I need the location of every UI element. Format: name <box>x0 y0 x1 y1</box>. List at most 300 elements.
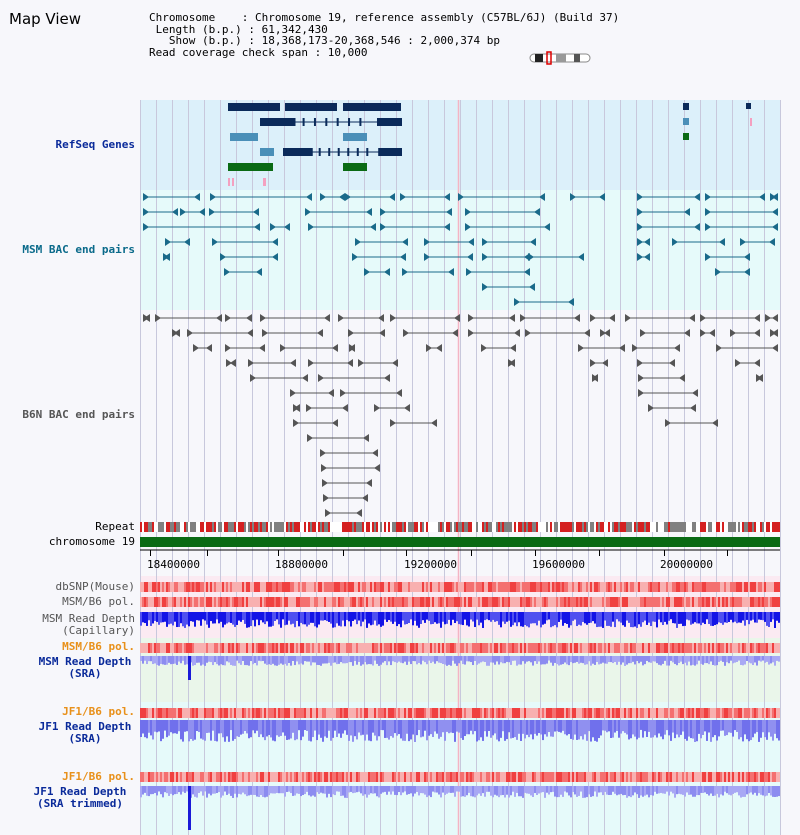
depth-bar <box>452 612 454 620</box>
depth-bar <box>492 612 494 620</box>
heat-mark <box>162 643 164 653</box>
depth-bar <box>680 720 682 735</box>
heat-mark <box>594 597 596 607</box>
repeat-mark <box>214 522 216 532</box>
heat-mark <box>652 643 654 653</box>
heat-mark <box>228 582 230 592</box>
repeat-mark <box>752 522 754 532</box>
repeat-mark <box>562 522 564 532</box>
track-label-chromosome[interactable]: chromosome 19 <box>48 535 135 548</box>
depth-bar <box>414 656 416 661</box>
gene-marker <box>683 133 689 140</box>
heat-mark <box>508 597 510 607</box>
heat-mark <box>222 582 224 592</box>
heat-mark <box>254 582 256 592</box>
repeat-mark <box>160 522 162 532</box>
depth-bar <box>750 786 752 792</box>
depth-bar <box>696 720 698 741</box>
depth-bar <box>162 786 164 797</box>
heat-mark <box>388 643 390 653</box>
heat-mark <box>732 708 734 718</box>
depth-bar <box>530 656 532 662</box>
repeat-mark <box>348 522 350 532</box>
depth-bar <box>266 656 268 665</box>
track-label-msm-b6-pol-2[interactable]: MSM/B6 pol. <box>62 640 135 653</box>
heat-mark <box>324 597 326 607</box>
depth-bar <box>242 612 244 620</box>
heat-mark <box>636 643 638 653</box>
heat-mark <box>680 643 682 653</box>
heat-mark <box>194 643 196 653</box>
depth-bar <box>452 656 454 661</box>
heat-mark <box>634 643 636 653</box>
heat-mark <box>548 582 550 592</box>
heat-mark <box>622 708 624 718</box>
depth-bar <box>384 786 386 792</box>
depth-bar <box>626 720 628 734</box>
heat-mark <box>250 582 252 592</box>
repeat-mark <box>690 522 692 532</box>
depth-bar <box>270 656 272 665</box>
depth-bar <box>358 720 360 733</box>
heat-mark <box>238 597 240 607</box>
heat-mark <box>310 772 312 782</box>
depth-bar <box>258 786 260 797</box>
depth-bar <box>562 656 564 664</box>
heat-mark <box>652 582 654 592</box>
heat-mark <box>566 643 568 653</box>
depth-bar <box>640 656 642 662</box>
heat-mark <box>226 772 228 782</box>
heat-mark <box>362 582 364 592</box>
heat-mark <box>494 708 496 718</box>
depth-bar <box>448 786 450 793</box>
depth-bar <box>736 786 738 792</box>
repeat-mark <box>764 522 766 532</box>
heat-mark <box>548 643 550 653</box>
repeat-mark <box>300 522 302 532</box>
track-label-jf1-read-depth-sra[interactable]: JF1 Read Depth (SRA) <box>38 720 132 745</box>
repeat-mark <box>428 522 430 532</box>
depth-bar <box>670 720 672 741</box>
heat-mark <box>372 772 374 782</box>
depth-bar <box>350 720 352 735</box>
depth-bar <box>342 786 344 796</box>
heat-mark <box>210 582 212 592</box>
depth-bar <box>220 656 222 664</box>
track-label-repeat[interactable]: Repeat <box>95 520 135 533</box>
heat-mark <box>532 597 534 607</box>
depth-bar <box>580 656 582 663</box>
heat-mark <box>706 708 708 718</box>
heat-mark <box>356 582 358 592</box>
heat-mark <box>146 582 148 592</box>
heat-mark <box>684 597 686 607</box>
heat-mark <box>184 582 186 592</box>
heat-mark <box>526 582 528 592</box>
repeat-mark <box>366 522 368 532</box>
heat-mark <box>624 772 626 782</box>
heat-mark <box>392 597 394 607</box>
heat-mark <box>522 708 524 718</box>
heat-mark <box>520 582 522 592</box>
heat-mark <box>622 772 624 782</box>
heat-mark <box>308 708 310 718</box>
heat-mark <box>224 582 226 592</box>
depth-bar <box>552 656 554 666</box>
depth-bar <box>378 786 380 797</box>
heat-mark <box>264 708 266 718</box>
heat-mark <box>740 643 742 653</box>
heat-mark <box>182 772 184 782</box>
depth-bar <box>396 656 398 663</box>
heat-mark <box>686 772 688 782</box>
heat-mark <box>300 643 302 653</box>
heat-mark <box>772 643 774 653</box>
depth-bar <box>490 612 492 622</box>
track-label-dbsnp[interactable]: dbSNP(Mouse) <box>55 580 135 593</box>
depth-bar <box>622 720 624 731</box>
depth-bar <box>478 786 480 794</box>
depth-bar <box>218 786 220 792</box>
heat-mark <box>612 708 614 718</box>
track-label-b6n-bac[interactable]: B6N BAC end pairs <box>22 408 135 421</box>
heat-mark <box>338 772 340 782</box>
depth-bar <box>298 656 300 664</box>
heat-mark <box>268 772 270 782</box>
heat-mark <box>388 708 390 718</box>
depth-bar <box>316 612 318 628</box>
gene-navy-exon <box>347 148 349 156</box>
depth-bar <box>278 786 280 793</box>
depth-bar <box>292 656 294 661</box>
depth-bar <box>528 720 530 737</box>
depth-bar <box>326 612 328 621</box>
depth-bar <box>762 612 764 620</box>
heat-mark <box>494 643 496 653</box>
repeat-mark <box>464 522 466 532</box>
repeat-mark <box>592 522 594 532</box>
heat-mark <box>462 582 464 592</box>
repeat-mark <box>504 522 506 532</box>
depth-bar <box>654 612 656 622</box>
depth-bar <box>336 612 338 623</box>
depth-bar <box>706 612 708 619</box>
heat-mark <box>544 708 546 718</box>
depth-bar <box>486 612 488 619</box>
depth-bar <box>712 612 714 626</box>
heat-mark <box>542 597 544 607</box>
heat-mark <box>732 582 734 592</box>
gene-block <box>343 163 367 171</box>
depth-bar <box>608 612 610 626</box>
depth-bar <box>546 720 548 737</box>
heat-mark <box>662 708 664 718</box>
depth-bar <box>468 786 470 793</box>
repeat-mark <box>196 522 198 532</box>
depth-bar <box>488 612 490 620</box>
heat-mark <box>720 597 722 607</box>
heat-mark <box>774 772 776 782</box>
depth-bar <box>576 656 578 662</box>
depth-bar <box>522 656 524 661</box>
heat-mark <box>580 582 582 592</box>
depth-bar <box>408 656 410 662</box>
depth-bar <box>304 656 306 661</box>
repeat-mark <box>456 522 458 532</box>
heat-mark <box>322 643 324 653</box>
heat-mark <box>256 582 258 592</box>
repeat-mark <box>578 522 580 532</box>
heat-mark <box>146 643 148 653</box>
heat-mark <box>336 582 338 592</box>
depth-bar <box>516 656 518 666</box>
heat-mark <box>518 772 520 782</box>
heat-mark <box>532 772 534 782</box>
heat-mark <box>388 597 390 607</box>
heat-mark <box>218 643 220 653</box>
heat-mark <box>706 582 708 592</box>
depth-bar <box>210 612 212 621</box>
depth-bar <box>776 720 778 738</box>
depth-bar <box>650 786 652 795</box>
heat-mark <box>342 597 344 607</box>
heat-mark <box>712 708 714 718</box>
depth-bar <box>446 720 448 732</box>
depth-bar <box>378 720 380 736</box>
heat-mark <box>510 643 512 653</box>
repeat-mark <box>476 522 478 532</box>
track-label-msm-bac[interactable]: MSM BAC end pairs <box>22 243 135 256</box>
heat-mark <box>660 772 662 782</box>
depth-bar <box>648 612 650 623</box>
depth-bar <box>422 656 424 661</box>
depth-bar <box>270 720 272 737</box>
heat-mark <box>648 772 650 782</box>
heat-mark <box>514 582 516 592</box>
heat-mark <box>684 708 686 718</box>
repeat-mark <box>776 522 778 532</box>
repeat-mark <box>528 522 530 532</box>
heat-mark <box>420 597 422 607</box>
heat-mark <box>280 597 282 607</box>
repeat-mark <box>666 522 668 532</box>
depth-bar <box>640 612 642 627</box>
depth-bar <box>548 720 550 732</box>
track-label-msm-b6-pol[interactable]: MSM/B6 pol. <box>62 595 135 608</box>
track-label-refseq[interactable]: RefSeq Genes <box>55 138 135 151</box>
repeat-mark <box>576 522 578 532</box>
heat-mark <box>198 582 200 592</box>
depth-bar <box>148 786 150 796</box>
depth-bar <box>286 612 288 625</box>
repeat-mark <box>252 522 254 532</box>
depth-bar <box>560 786 562 795</box>
heat-mark <box>668 643 670 653</box>
heat-mark <box>754 582 756 592</box>
repeat-mark <box>150 522 152 532</box>
heat-mark <box>730 582 732 592</box>
heat-mark <box>704 643 706 653</box>
axis-tick-label: 19200000 <box>404 558 457 571</box>
track-label-msm-read-depth-sra[interactable]: MSM Read Depth (SRA) <box>38 655 132 680</box>
heat-mark <box>678 772 680 782</box>
heat-mark <box>742 582 744 592</box>
heat-mark <box>702 597 704 607</box>
heat-mark <box>470 643 472 653</box>
depth-bar <box>682 612 684 626</box>
depth-bar <box>712 786 714 796</box>
depth-bar <box>358 786 360 792</box>
heat-mark <box>720 772 722 782</box>
heat-mark <box>584 582 586 592</box>
heat-mark <box>188 772 190 782</box>
depth-bar <box>556 720 558 731</box>
depth-bar <box>290 656 292 666</box>
depth-bar <box>692 656 694 665</box>
depth-bar <box>566 656 568 664</box>
heat-mark <box>260 597 262 607</box>
depth-bar <box>178 720 180 731</box>
heat-mark <box>158 708 160 718</box>
heat-mark <box>144 643 146 653</box>
heat-mark <box>242 708 244 718</box>
heat-mark <box>396 643 398 653</box>
depth-bar <box>626 656 628 665</box>
heat-mark <box>504 597 506 607</box>
repeat-mark <box>458 522 460 532</box>
depth-bar <box>536 656 538 664</box>
heat-mark <box>538 643 540 653</box>
depth-bar <box>594 720 596 741</box>
heat-mark <box>650 643 652 653</box>
heat-mark <box>484 643 486 653</box>
heat-mark <box>642 708 644 718</box>
heat-mark <box>192 643 194 653</box>
depth-bar <box>424 656 426 662</box>
depth-bar <box>648 720 650 732</box>
heat-mark <box>454 772 456 782</box>
heat-mark <box>158 772 160 782</box>
repeat-mark <box>626 522 628 532</box>
depth-bar <box>408 786 410 794</box>
repeat-mark <box>760 522 762 532</box>
heat-mark <box>448 597 450 607</box>
depth-bar <box>422 720 424 737</box>
heat-mark <box>618 597 620 607</box>
heat-mark <box>492 597 494 607</box>
heat-mark <box>152 708 154 718</box>
depth-bar <box>324 612 326 620</box>
depth-bar <box>228 720 230 742</box>
heat-mark <box>658 708 660 718</box>
repeat-mark <box>750 522 752 532</box>
depth-bar <box>570 656 572 662</box>
repeat-mark <box>628 522 630 532</box>
heat-mark <box>572 772 574 782</box>
depth-bar <box>634 720 636 737</box>
depth-bar <box>718 612 720 622</box>
depth-bar <box>442 612 444 622</box>
heat-mark <box>698 643 700 653</box>
heat-mark <box>698 597 700 607</box>
heat-mark <box>776 643 778 653</box>
heat-mark <box>186 708 188 718</box>
heat-mark <box>296 772 298 782</box>
heat-mark <box>258 643 260 653</box>
heat-mark <box>466 597 468 607</box>
depth-bar <box>572 612 574 621</box>
depth-bar <box>452 786 454 793</box>
depth-bar <box>450 612 452 625</box>
repeat-mark <box>244 522 246 532</box>
depth-bar <box>602 786 604 795</box>
heat-mark <box>698 708 700 718</box>
depth-bar <box>438 656 440 663</box>
heat-mark <box>406 772 408 782</box>
depth-bar <box>766 720 768 740</box>
repeat-mark <box>554 522 556 532</box>
heat-mark <box>312 772 314 782</box>
heat-mark <box>636 582 638 592</box>
depth-bar <box>168 656 170 663</box>
heat-mark <box>316 708 318 718</box>
heat-mark <box>600 597 602 607</box>
heat-mark <box>608 708 610 718</box>
depth-bar <box>554 786 556 797</box>
depth-bar <box>164 720 166 731</box>
depth-bar <box>498 720 500 741</box>
heat-mark <box>514 708 516 718</box>
heat-mark <box>516 708 518 718</box>
depth-bar <box>220 720 222 733</box>
depth-bar <box>276 656 278 666</box>
track-label-msm-read-depth-capillary[interactable]: MSM Read Depth (Capillary) <box>42 612 135 637</box>
heat-mark <box>238 708 240 718</box>
track-label-jf1-b6-pol-2[interactable]: JF1/B6 pol. <box>62 770 135 783</box>
heat-mark <box>152 772 154 782</box>
heat-mark <box>464 772 466 782</box>
repeat-mark <box>230 522 232 532</box>
depth-bar <box>150 612 152 626</box>
gene-navy-exon <box>328 148 330 156</box>
track-label-jf1-read-depth-trimmed[interactable]: JF1 Read Depth (SRA trimmed) <box>33 785 127 810</box>
depth-bar <box>514 656 516 661</box>
depth-bar <box>644 656 646 664</box>
depth-bar <box>542 612 544 625</box>
heat-mark <box>306 772 308 782</box>
depth-bar <box>242 720 244 734</box>
heat-mark <box>174 597 176 607</box>
depth-bar <box>594 786 596 792</box>
heat-mark <box>502 582 504 592</box>
heat-mark <box>326 597 328 607</box>
heat-mark <box>730 708 732 718</box>
heat-mark <box>692 643 694 653</box>
heat-mark <box>422 643 424 653</box>
track-label-jf1-b6-pol[interactable]: JF1/B6 pol. <box>62 705 135 718</box>
repeat-mark <box>740 522 742 532</box>
heat-mark <box>684 582 686 592</box>
depth-bar <box>574 720 576 735</box>
heat-mark <box>294 643 296 653</box>
repeat-mark <box>450 522 452 532</box>
heat-mark <box>512 643 514 653</box>
heat-mark <box>646 582 648 592</box>
heat-mark <box>694 582 696 592</box>
repeat-mark <box>670 522 672 532</box>
depth-bar <box>558 720 560 732</box>
